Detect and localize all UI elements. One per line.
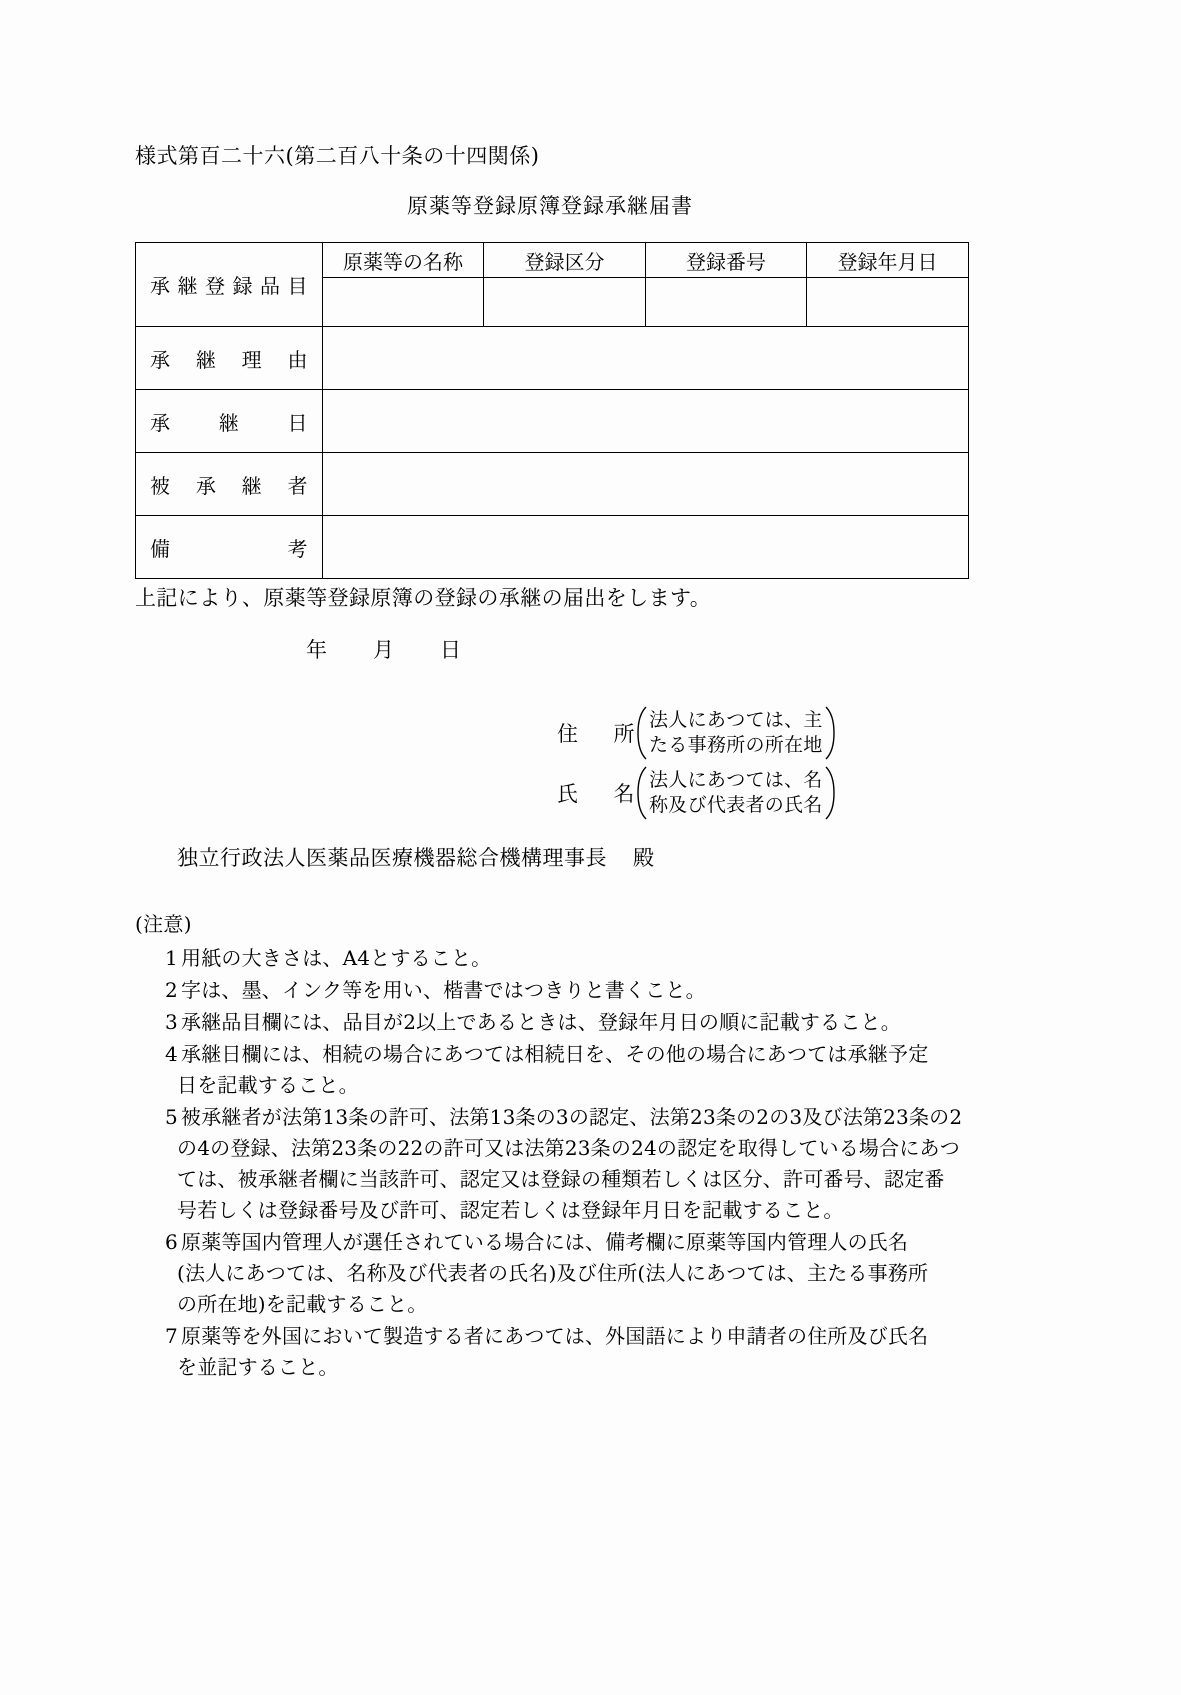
note-item xyxy=(135,975,965,1006)
note-item xyxy=(135,1102,965,1226)
notes-section xyxy=(135,908,965,1384)
table-row xyxy=(136,453,969,516)
note-item xyxy=(135,1321,965,1383)
column-header-registration-date: 登録年月日 xyxy=(807,243,969,278)
note-number: 1 xyxy=(165,946,178,970)
name-note-line-1: 法人にあつては、名 xyxy=(649,769,823,791)
column-header-registration-number: 登録番号 xyxy=(646,243,807,278)
input-cell-category[interactable] xyxy=(484,278,646,327)
right-brace-icon xyxy=(823,706,837,760)
input-cell-registration-date[interactable] xyxy=(807,278,969,327)
form-number: 様式第百二十六(第二百八十条の十四関係) xyxy=(135,144,540,168)
addressee-honorific: 殿 xyxy=(633,846,655,870)
note-item xyxy=(135,1227,965,1320)
note-number: 5 xyxy=(165,1105,178,1129)
table-row xyxy=(136,243,969,278)
addressee-organization: 独立行政法人医薬品医療機器総合機構理事長 xyxy=(177,846,607,870)
input-cell-predecessor[interactable] xyxy=(323,453,969,516)
table-row xyxy=(136,390,969,453)
column-header-name: 原薬等の名称 xyxy=(323,243,484,278)
date-year-label: 年 xyxy=(306,638,327,662)
row-label-succession-reason xyxy=(136,327,323,390)
document-title: 原薬等登録原簿登録承継届書 xyxy=(407,194,693,218)
note-text xyxy=(177,1039,965,1101)
note-line: 字は、墨、インク等を用い、楷書ではつきりと書くこと。 xyxy=(181,978,706,1002)
notes-heading: (注意) xyxy=(135,912,192,936)
succession-form-table xyxy=(135,242,969,579)
name-note-line-2: 称及び代表者の氏名 xyxy=(649,794,823,816)
note-line: 承継品目欄には、品目が2以上であるときは、登録年月日の順に記載すること。 xyxy=(181,1010,901,1034)
note-text xyxy=(177,1102,965,1226)
note-line: の所在地)を記載すること。 xyxy=(177,1292,428,1316)
note-line: 被承継者が法第13条の許可、法第13条の3の認定、法第23条の2の3及び法第23条の2 xyxy=(181,1105,963,1129)
table-row xyxy=(136,516,969,579)
note-number: 3 xyxy=(165,1010,178,1034)
note-item xyxy=(135,1039,965,1101)
addressee-line xyxy=(177,842,655,872)
address-note-line-1: 法人にあつては、主 xyxy=(649,709,823,731)
note-number: 2 xyxy=(165,978,178,1002)
date-line xyxy=(260,634,461,664)
address-field-block xyxy=(135,706,965,760)
note-line: 承継日欄には、相続の場合にあつては相続日を、その他の場合にあつては承継予定 xyxy=(181,1042,929,1066)
column-header-category: 登録区分 xyxy=(484,243,646,278)
input-cell-name[interactable] xyxy=(323,278,484,327)
row-label-remarks xyxy=(136,516,323,579)
note-line: を並記すること。 xyxy=(177,1355,339,1379)
note-text xyxy=(181,975,965,1006)
row-label-predecessor xyxy=(136,453,323,516)
row-label-remarks-text: 備考 xyxy=(150,536,308,561)
note-text xyxy=(181,1007,965,1038)
note-line: 原薬等を外国において製造する者にあつては、外国語により申請者の住所及び氏名 xyxy=(181,1324,929,1348)
succession-items-label-text: 承継登録品目 xyxy=(150,274,308,298)
left-brace-icon xyxy=(635,706,649,760)
row-label-succession-reason-text: 承継理由 xyxy=(150,347,308,372)
note-line: 号若しくは登録番号及び許可、認定若しくは登録年月日を記載すること。 xyxy=(177,1198,844,1222)
address-note-line-2: たる事務所の所在地 xyxy=(649,734,823,756)
name-label: 氏名 xyxy=(557,782,635,806)
name-parenthetical xyxy=(649,768,823,818)
note-text xyxy=(177,1227,965,1320)
input-cell-succession-reason[interactable] xyxy=(323,327,969,390)
succession-items-label xyxy=(136,243,323,327)
note-number: 6 xyxy=(165,1230,178,1254)
input-cell-remarks[interactable] xyxy=(323,516,969,579)
note-item xyxy=(135,943,965,974)
note-number: 7 xyxy=(165,1324,178,1348)
name-field-block xyxy=(135,766,965,820)
row-label-succession-date xyxy=(136,390,323,453)
input-cell-succession-date[interactable] xyxy=(323,390,969,453)
address-label: 住所 xyxy=(557,722,635,746)
input-cell-registration-number[interactable] xyxy=(646,278,807,327)
note-text xyxy=(177,1321,965,1383)
address-parenthetical xyxy=(649,708,823,758)
row-label-succession-date-text: 承継日 xyxy=(150,410,308,435)
row-label-predecessor-text: 被承継者 xyxy=(150,473,308,498)
table-row xyxy=(136,327,969,390)
note-line: ては、被承継者欄に当該許可、認定又は登録の種類若しくは区分、許可番号、認定番 xyxy=(177,1167,945,1191)
left-brace-icon xyxy=(635,766,649,820)
note-line: (法人にあつては、名称及び代表者の氏名)及び住所(法人にあつては、主たる事務所 xyxy=(177,1261,929,1285)
note-text xyxy=(181,943,965,974)
note-line: 日を記載すること。 xyxy=(177,1073,359,1097)
note-number: 4 xyxy=(165,1042,178,1066)
declaration-statement: 上記により、原薬等登録原簿の登録の承継の届出をします。 xyxy=(135,586,712,610)
note-line: の4の登録、法第23条の22の許可又は法第23条の24の認定を取得している場合にあつ xyxy=(177,1136,960,1160)
note-line: 原薬等国内管理人が選任されている場合には、備考欄に原薬等国内管理人の氏名 xyxy=(181,1230,909,1254)
date-month-label: 月 xyxy=(373,638,394,662)
right-brace-icon xyxy=(823,766,837,820)
note-line: 用紙の大きさは、A4とすること。 xyxy=(181,946,492,970)
note-item xyxy=(135,1007,965,1038)
date-day-label: 日 xyxy=(440,638,461,662)
